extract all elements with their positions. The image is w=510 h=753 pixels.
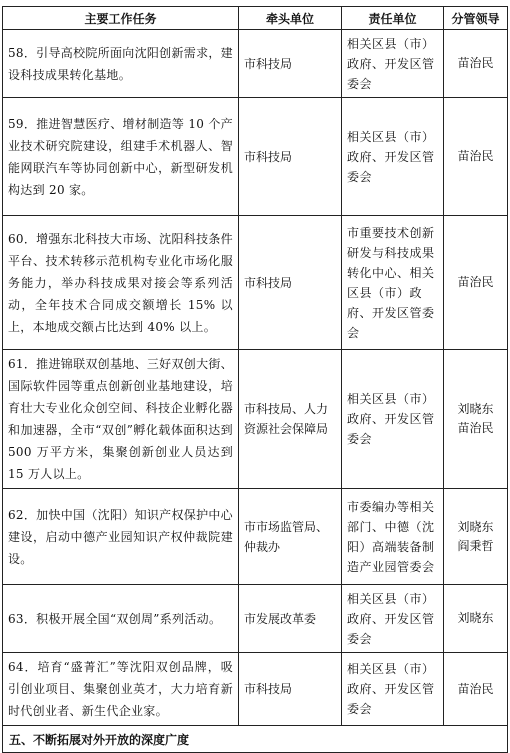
- leader-cell: [444, 585, 508, 653]
- responsible-unit-cell: 市委编办等相关部门、中德（沈阳）高端装备制造产业园管委会: [342, 489, 444, 585]
- leader-name: 苗治民: [457, 149, 494, 163]
- leader-cell: [444, 30, 508, 98]
- leader-name: 刘晓东: [457, 611, 494, 625]
- leader-cell: [444, 350, 508, 489]
- leader-cell: [444, 489, 508, 585]
- leader-cell: [444, 653, 508, 726]
- responsible-unit-cell: 相关区县（市）政府、开发区管委会: [342, 653, 444, 726]
- table-row: [3, 216, 508, 350]
- table-row: [3, 350, 508, 489]
- leader-name: 刘晓东: [457, 519, 494, 534]
- table-row: [3, 653, 508, 726]
- header-row: [3, 7, 508, 30]
- leader-name: 苗治民: [457, 681, 494, 696]
- task-cell: 61．推进锦联双创基地、三好双创大街、国际软件园等重点创新创业基地建设，培育壮大专业化众创空间、科技企业孵化器和加速器，全市“双创”孵化载体面积达到 500 万平方米，集聚创新创业人员达到 15 万人以上。: [3, 350, 239, 489]
- responsible-unit-cell: 相关区县（市）政府、开发区管委会: [342, 350, 444, 489]
- lead-unit-cell: 市市场监管局、仲裁办: [239, 489, 342, 585]
- responsible-unit-cell: 相关区县（市）政府、开发区管委会: [342, 585, 444, 653]
- leader-name: 阎秉哲: [457, 538, 494, 553]
- lead-unit-cell: 市发展改革委: [239, 585, 342, 653]
- work-task-table: [2, 6, 508, 753]
- header-lead-unit: 牵头单位: [239, 7, 342, 30]
- table-row: [3, 489, 508, 585]
- responsible-unit-cell: 相关区县（市）政府、开发区管委会: [342, 30, 444, 98]
- leader-name: 苗治民: [457, 56, 494, 70]
- table-row: [3, 585, 508, 653]
- leader-cell: [444, 98, 508, 216]
- responsible-unit-cell: 相关区县（市）政府、开发区管委会: [342, 98, 444, 216]
- section-heading: 五、不断拓展对外开放的深度广度: [3, 726, 508, 753]
- task-cell: 59．推进智慧医疗、增材制造等 10 个产业技术研究院建设，组建手术机器人、智能网联汽车等协同创新中心，新型研发机构达到 20 家。: [3, 98, 239, 216]
- table-row: [3, 98, 508, 216]
- lead-unit-cell: 市科技局: [239, 98, 342, 216]
- header-main-task: 主要工作任务: [3, 7, 239, 30]
- task-cell: 58．引导高校院所面向沈阳创新需求，建设科技成果转化基地。: [3, 30, 239, 98]
- task-cell: 63．积极开展全国“双创周”系列活动。: [3, 585, 239, 653]
- leader-name: 刘晓东: [457, 402, 494, 416]
- lead-unit-cell: 市科技局、人力资源社会保障局: [239, 350, 342, 489]
- task-cell: 64．培育“盛菁汇”等沈阳双创品牌，吸引创业项目、集聚创业英才，大力培育新时代创业者、新生代企业家。: [3, 653, 239, 726]
- lead-unit-cell: 市科技局: [239, 30, 342, 98]
- lead-unit-cell: 市科技局: [239, 653, 342, 726]
- lead-unit-cell: 市科技局: [239, 216, 342, 350]
- responsible-unit-cell: 市重要技术创新研发与科技成果转化中心、相关区县（市）政府、开发区管委会: [342, 216, 444, 350]
- task-cell: 62．加快中国（沈阳）知识产权保护中心建设，启动中德产业园知识产权仲裁院建设。: [3, 489, 239, 585]
- leader-name: 苗治民: [457, 421, 494, 435]
- section-row: [3, 726, 508, 753]
- table-row: [3, 30, 508, 98]
- leader-name: 苗治民: [457, 275, 494, 289]
- header-responsible-unit: 责任单位: [342, 7, 444, 30]
- task-cell: 60．增强东北科技大市场、沈阳科技条件平台、技术转移示范机构专业化市场化服务能力，举办科技成果对接会等系列活动，全年技术合同成交额增长 15% 以上，本地成交额占比达到 40% 以上。: [3, 216, 239, 350]
- leader-cell: [444, 216, 508, 350]
- header-leader: 分管领导: [444, 7, 508, 30]
